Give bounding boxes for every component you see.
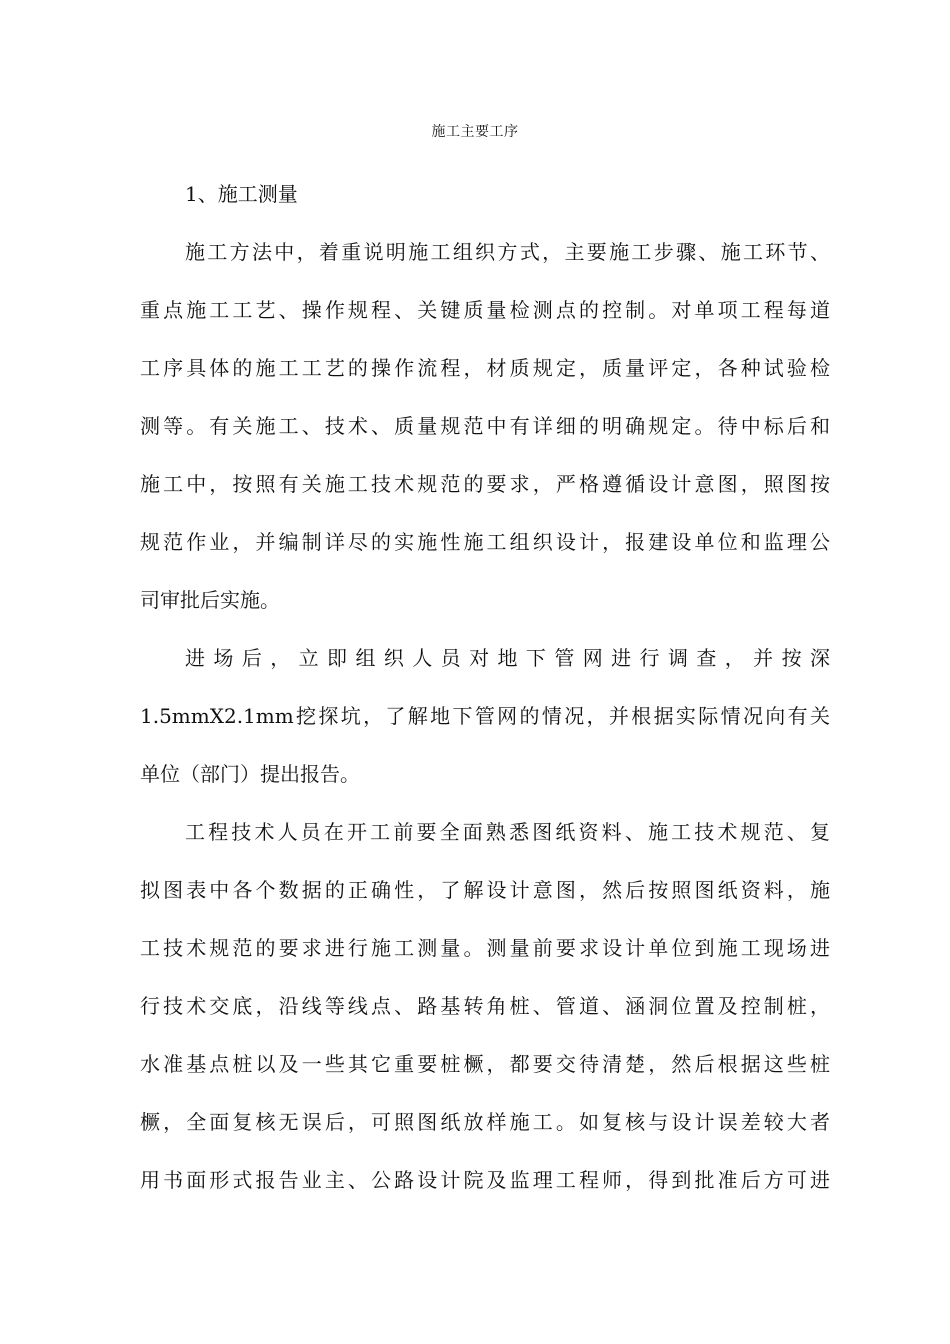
paragraph-2-line-3: 单位（部门）提出报告。 [140, 762, 360, 786]
paragraph-1-line-5: 施工中，按照有关施工技术规范的要求，严格遵循设计意图，照图按 [140, 472, 830, 496]
section-heading: 1、施工测量 [185, 182, 298, 206]
paragraph-2-line-1: 进场后，立即组织人员对地下管网进行调查，并按深 [185, 646, 830, 670]
paragraph-3-line-5: 水准基点桩以及一些其它重要桩橛，都要交待清楚，然后根据这些桩 [140, 1052, 830, 1076]
paragraph-1-line-7: 司审批后实施。 [140, 588, 280, 612]
paragraph-2-line-2: 1.5mmX2.1mm挖探坑，了解地下管网的情况，并根据实际情况向有关 [140, 704, 830, 728]
paragraph-3-line-4: 行技术交底，沿线等线点、路基转角桩、管道、涵洞位置及控制桩， [140, 994, 830, 1018]
paragraph-3-line-2: 拟图表中各个数据的正确性，了解设计意图，然后按照图纸资料，施 [140, 878, 830, 902]
paragraph-1-line-3: 工序具体的施工工艺的操作流程，材质规定，质量评定，各种试验检 [140, 356, 830, 380]
paragraph-3-line-1: 工程技术人员在开工前要全面熟悉图纸资料、施工技术规范、复 [185, 820, 830, 844]
page-title: 施工主要工序 [431, 124, 519, 140]
paragraph-3-line-7: 用书面形式报告业主、公路设计院及监理工程师，得到批准后方可进 [140, 1168, 830, 1192]
paragraph-1-line-6: 规范作业，并编制详尽的实施性施工组织设计，报建设单位和监理公 [140, 530, 830, 554]
paragraph-1-line-2: 重点施工工艺、操作规程、关键质量检测点的控制。对单项工程每道 [140, 298, 830, 322]
paragraph-1-line-4: 测等。有关施工、技术、质量规范中有详细的明确规定。待中标后和 [140, 414, 830, 438]
paragraph-3-line-3: 工技术规范的要求进行施工测量。测量前要求设计单位到施工现场进 [140, 936, 830, 960]
paragraph-3-line-6: 橛，全面复核无误后，可照图纸放样施工。如复核与设计误差较大者 [140, 1110, 830, 1134]
paragraph-1-line-1: 施工方法中，着重说明施工组织方式，主要施工步骤、施工环节、 [185, 240, 830, 264]
